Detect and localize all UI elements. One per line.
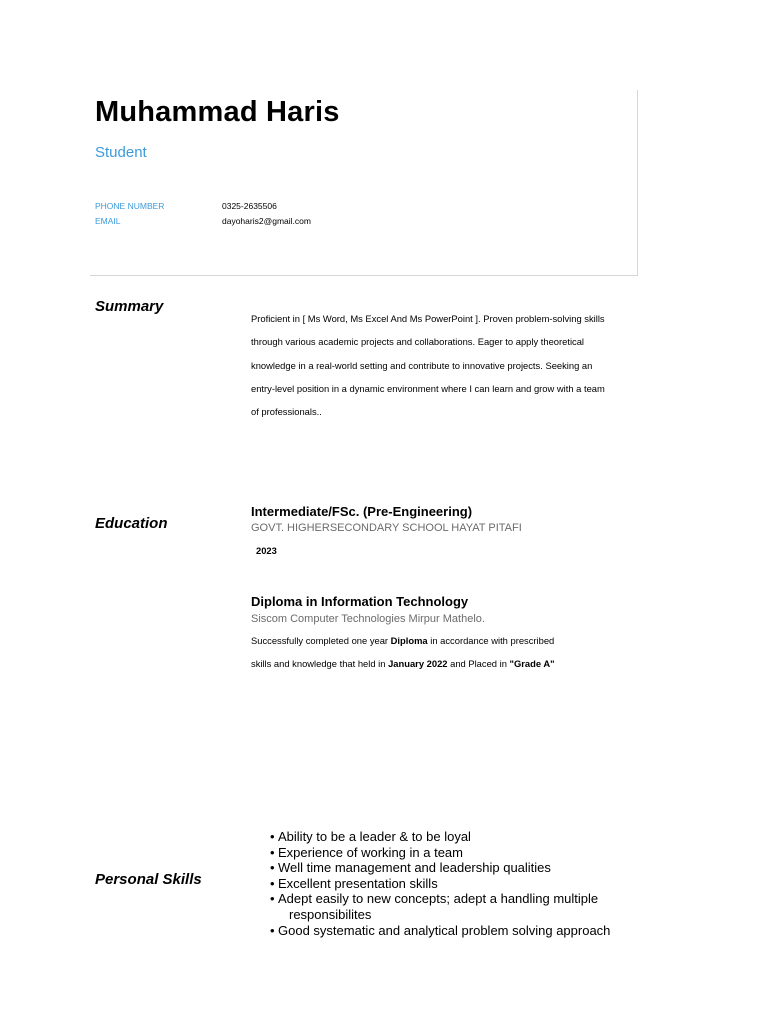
summary-text <box>251 307 641 423</box>
bullet-icon: • <box>270 875 275 891</box>
summary-line: of professionals.. <box>251 406 322 418</box>
bullet-icon: • <box>270 829 275 844</box>
email-value: dayoharis2@gmail.com <box>222 216 311 226</box>
list-item: • Excellent presentation skills <box>270 875 438 891</box>
summary-line: Proficient in [ Ms Word, Ms Excel And Ms PowerPoint ]. Proven problem-solving skills <box>251 313 605 324</box>
list-item: • Adept easily to new concepts; adept a handling multiple responsibilites <box>270 891 599 922</box>
summary-line: knowledge in a real-world setting and contribute to innovative projects. Seeking an <box>251 359 593 371</box>
summary-title: Summary <box>95 298 164 315</box>
summary-line: entry-level position in a dynamic environment where I can learn and grow with a team <box>251 382 605 394</box>
list-item: • Ability to be a leader & to be loyal <box>270 829 471 844</box>
candidate-role: Student <box>95 144 147 161</box>
edu-desc-line: Successfully completed one year Diploma in accordance with prescribed <box>251 635 555 646</box>
candidate-name: Muhammad Haris <box>95 96 340 128</box>
edu-year: 2023 <box>256 545 277 556</box>
bullet-icon: • <box>270 891 275 907</box>
list-item: • Experience of working in a team <box>270 844 463 860</box>
skills-list <box>270 829 610 938</box>
edu-description <box>251 629 641 675</box>
edu-desc-line: skills and knowledge that held in January 2022 and Placed in "Grade A" <box>251 658 555 669</box>
phone-label: PHONE NUMBER <box>95 201 165 211</box>
bullet-icon: • <box>270 844 275 860</box>
skills-title: Personal Skills <box>95 871 202 888</box>
bullet-icon: • <box>270 922 275 938</box>
phone-value: 0325-2635506 <box>222 201 277 211</box>
list-item: • Well time management and leadership qualities <box>270 860 551 876</box>
summary-line: through various academic projects and collaborations. Eager to apply theoretical <box>251 336 585 348</box>
education-title: Education <box>95 515 168 532</box>
edu-school: Siscom Computer Technologies Mirpur Mathelo. <box>251 613 485 625</box>
edu-degree: Intermediate/FSc. (Pre-Engineering) <box>251 504 473 519</box>
bullet-icon: • <box>270 860 275 876</box>
edu-school: GOVT. HIGHERSECONDARY SCHOOL HAYAT PITAFI <box>251 522 522 534</box>
email-label: EMAIL <box>95 216 121 226</box>
edu-degree: Diploma in Information Technology <box>251 594 469 609</box>
list-item: • Good systematic and analytical problem solving approach <box>270 922 611 938</box>
